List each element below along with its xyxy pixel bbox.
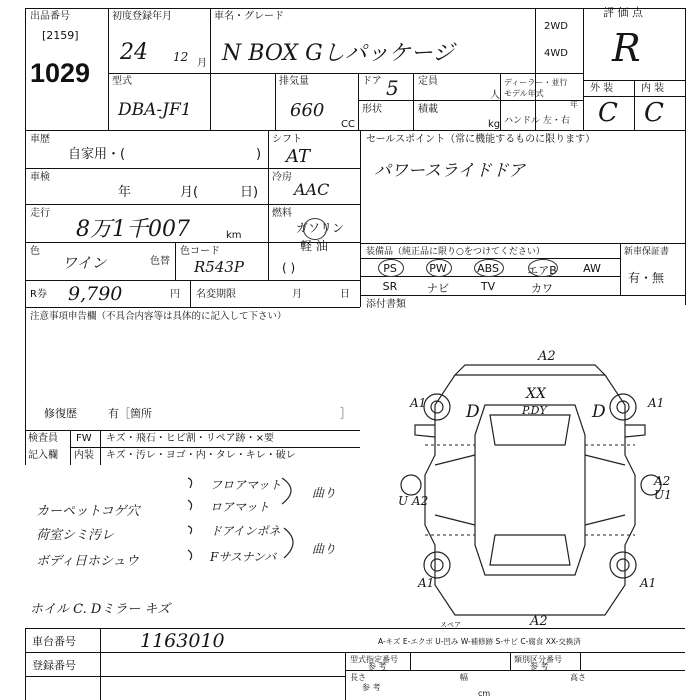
mileage: 8万1千007 (76, 217, 190, 242)
exterior-grade: C (598, 98, 618, 128)
attachments-label: 添付書類 (366, 299, 406, 310)
recycle-unit: 円 (170, 289, 180, 300)
inspector-label: 検査員 (28, 433, 58, 444)
color-code-label: 色コード (180, 246, 220, 257)
warranty-value: 有・無 (628, 271, 665, 285)
first-registration-month: 12 (173, 50, 189, 64)
capacity-unit: 人 (490, 90, 500, 101)
shape-label: 形状 (362, 104, 382, 115)
equip-pw-circle (426, 259, 452, 277)
name-change-label: 名変期限 (196, 289, 236, 300)
lot-number: 1029 (30, 58, 91, 88)
fw-label: FW (76, 433, 92, 444)
damage-mark-front-left: A1 (410, 396, 427, 410)
warranty-label: 新車保証書 (624, 247, 670, 257)
name-change-day: 日 (340, 289, 350, 300)
model-name-label: 車名・グレード (214, 11, 284, 22)
chassis-label: 車台番号 (32, 635, 76, 648)
damage-mark-hood-left: D (466, 402, 480, 422)
repair-value: 有［箇所 (108, 407, 152, 420)
damage-mark-rear-right: A1 (640, 576, 657, 590)
lot-number-label: 出品番号 (30, 11, 70, 22)
history-close: ) (256, 147, 262, 162)
note-body-repair: ボディ日ホシュウ (36, 554, 139, 569)
note-brackets (170, 470, 370, 580)
first-registration-label: 初度登録年月 (112, 11, 172, 22)
registration-label: 登録番号 (32, 659, 76, 672)
note-floor-mat: フロアマット (210, 478, 282, 492)
exterior-label: 外 装 (590, 83, 614, 94)
damage-mark-rear-bumper: A2 (530, 614, 548, 629)
selling-points-text: パワースライドドア (374, 161, 526, 181)
recycle-value: 9,790 (68, 283, 123, 305)
equip-tv: TV (480, 280, 496, 293)
name-change-month: 月 (292, 289, 302, 300)
class-label: 類別区分番号 (514, 655, 562, 664)
fuel-gasoline: ガソリン (296, 221, 345, 235)
fuel-selected-circle (303, 218, 327, 240)
grade-label: 評 価 点 (603, 6, 643, 19)
damage-mark-windshield: XX (526, 386, 546, 402)
damage-mark-right-side: A2 (654, 474, 671, 488)
displacement-label: 排気量 (279, 76, 309, 87)
inspection-label: 車検 (30, 172, 50, 183)
damage-mark-pdy: P.DY (522, 404, 547, 417)
damage-legend: A-キズ E-エクボ U-凹み W-補修跡 S-サビ C-腐食 XX-交換済 (378, 637, 581, 646)
lot-number-sub: [2159] (42, 29, 79, 42)
mileage-unit: km (226, 230, 242, 241)
inspection-day: 日) (240, 185, 259, 200)
note-bent-2: 曲り (312, 542, 337, 556)
history-label: 車歴 (30, 134, 50, 145)
repair-close: ］ (340, 407, 351, 420)
mileage-label: 走行 (30, 208, 50, 219)
equip-ps: PS (383, 262, 397, 275)
interior-grade: C (644, 98, 664, 128)
equipment-label: 装備品（純正品に限り○をつけてください） (366, 247, 545, 257)
equip-abs-circle (474, 259, 504, 277)
spare-tire-label: スペア (440, 621, 461, 629)
equip-ps-circle (378, 259, 404, 277)
damage-mark-right-u1: U1 (654, 488, 672, 502)
equip-airbag: エアB (527, 264, 557, 277)
color-value: ワイン (62, 254, 107, 272)
entry-label: 記入欄 (28, 450, 58, 461)
damage-mark-hood-right: D (592, 402, 606, 422)
cert-label: 型式指定番号 (350, 655, 398, 664)
note-lower-mat: ロアマット (210, 500, 270, 514)
selling-points-label: セールスポイント（常に機能するものに限ります） (366, 134, 596, 145)
type-label: 型式 (112, 76, 132, 87)
inspection-month: 月( (180, 185, 199, 200)
note-door-panel: ドアインポネ (210, 524, 281, 538)
note-wheel-mirror: ホイル C. Dミラー キズ (30, 602, 171, 617)
size-ref: 参 考 (362, 683, 381, 692)
doors-label: ドア (362, 76, 382, 87)
note-suspension: Fサスナンバ (210, 550, 277, 564)
damage-mark-rear-left: A1 (418, 576, 435, 590)
handle-label: ハンドル 左・右 (504, 116, 570, 126)
equip-navi: ナビ (427, 282, 449, 295)
shift-value: AT (286, 146, 311, 167)
equip-airbag-circle (528, 259, 558, 277)
equip-aw: AW (583, 262, 601, 275)
damage-mark-front-bumper: A2 (538, 349, 556, 364)
equip-leather: カワ (531, 282, 553, 295)
ac-label: 冷房 (272, 172, 292, 183)
ac-value: AAC (294, 180, 330, 199)
color-change-label: 色替 (150, 256, 170, 267)
capacity-label: 定員 (418, 76, 438, 87)
load-label: 積載 (418, 104, 438, 115)
vehicle-type: DBA-JF1 (118, 100, 192, 120)
class-ref: 参 考 (530, 662, 549, 671)
size-length-label: 長さ (350, 673, 366, 682)
equip-sr: SR (382, 280, 398, 293)
month-unit: 月 (197, 58, 207, 69)
shift-label: シフト (272, 134, 302, 145)
displacement: 660 (290, 100, 325, 121)
note-luggage: 荷室シミ汚レ (36, 528, 115, 543)
chassis-number: 1163010 (140, 630, 225, 652)
note-carpet: カーペットコゲ穴 (36, 504, 140, 519)
model-name: N BOX Gしパッケージ (222, 41, 455, 66)
model-year-unit: 年 (570, 100, 578, 109)
overall-grade: R (612, 26, 641, 70)
load-unit: kg (488, 119, 501, 130)
color-label: 色 (30, 246, 40, 257)
size-width-label: 幅 (460, 673, 468, 682)
color-code: R543P (194, 258, 245, 276)
size-height-label: 高さ (570, 673, 586, 682)
inspection-year: 年 (118, 185, 132, 200)
interior-row-label: 内装 (74, 450, 94, 461)
drive-4wd: 4WD (544, 48, 568, 59)
equip-abs: ABS (477, 262, 499, 275)
recycle-label: R券 (30, 289, 47, 300)
equip-pw: PW (429, 262, 447, 275)
fuel-other: ( ) (282, 261, 296, 275)
doors: 5 (386, 76, 399, 100)
damage-mark-left-side: U A2 (398, 494, 429, 508)
fuel-label: 燃料 (272, 208, 292, 219)
displacement-unit: CC (341, 119, 355, 130)
model-year-label: モデル年式 (504, 89, 544, 98)
note-bent-1: 曲り (312, 486, 337, 500)
interior-label: 内 装 (641, 83, 665, 94)
dealer-label: ディーラー・並行 (504, 78, 568, 87)
size-unit: cm (478, 689, 491, 698)
fw-text: キズ・飛石・ヒビ割・リペア跡・×要 (106, 433, 274, 444)
cert-ref: 参 考 (368, 662, 387, 671)
first-registration-year: 24 (120, 40, 148, 65)
repair-label: 修復歴 (44, 407, 77, 420)
drive-2wd: 2WD (544, 21, 568, 32)
history-value: 自家用・( (68, 147, 126, 162)
interior-row-text: キズ・汚レ・ヨゴ・内・タレ・キレ・破レ (106, 450, 296, 461)
notes-label: 注意事項申告欄（不具合内容等は具体的に記入して下さい） (30, 311, 287, 322)
damage-mark-front-right: A1 (648, 396, 665, 410)
fuel-diesel: 軽 油 (300, 239, 328, 253)
